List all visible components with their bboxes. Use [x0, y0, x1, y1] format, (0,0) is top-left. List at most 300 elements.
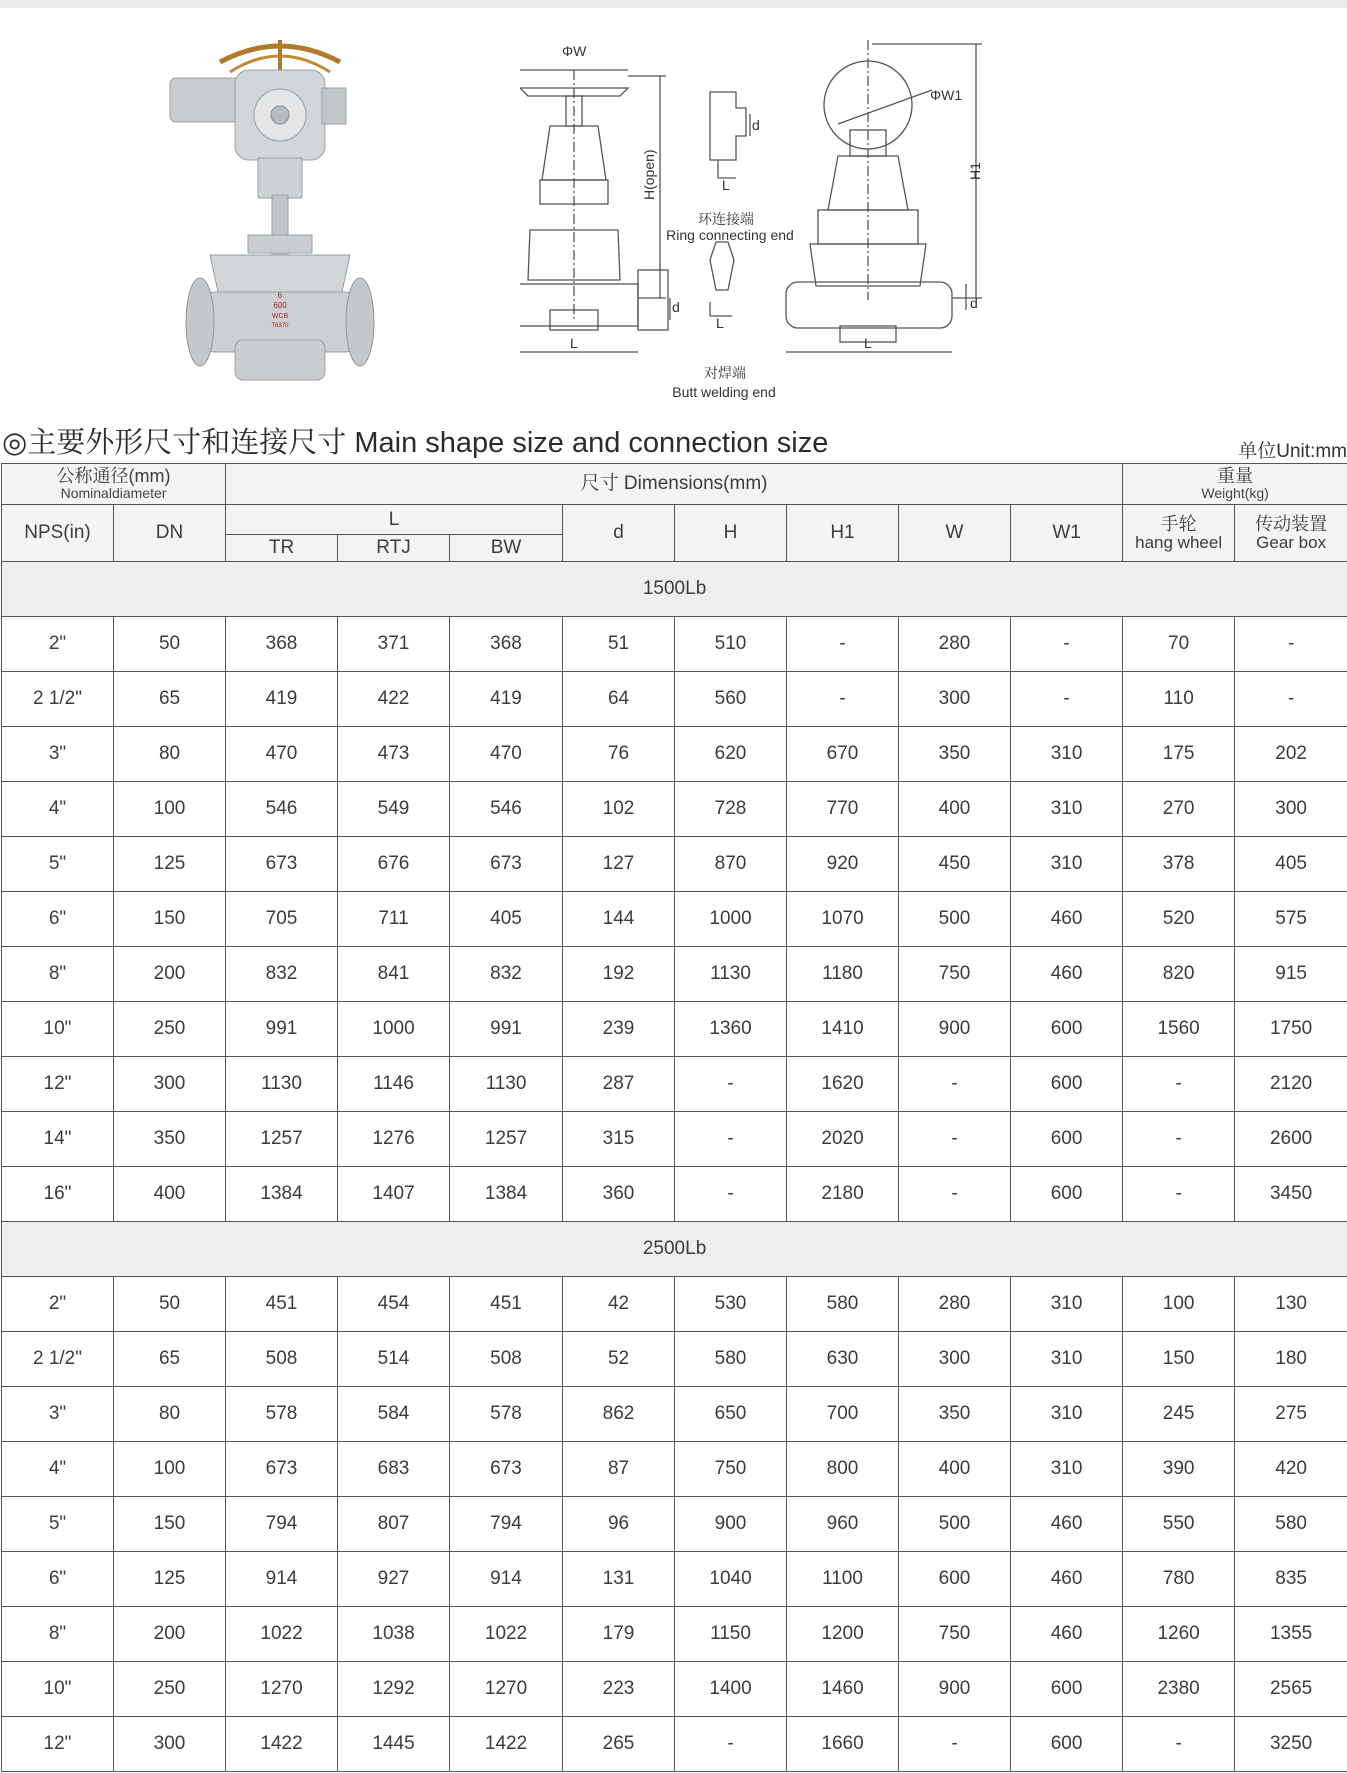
table-cell: 451 [226, 1277, 338, 1332]
table-cell: 2120 [1235, 1057, 1347, 1112]
table-cell: 1422 [450, 1717, 563, 1772]
rtj-header: RTJ [338, 535, 450, 562]
table-cell: 1292 [338, 1662, 450, 1717]
table-row [2, 1442, 1347, 1497]
table-cell: 371 [338, 617, 450, 672]
weight-en: Weight(kg) [1201, 485, 1269, 502]
label-h-open: H(open) [641, 149, 657, 200]
table-cell: 584 [338, 1387, 450, 1442]
table-cell: 350 [899, 727, 1011, 782]
table-cell: 350 [899, 1387, 1011, 1442]
table-cell: 728 [675, 782, 787, 837]
label-d-right: d [970, 295, 978, 311]
ring-end-drawing [710, 92, 750, 178]
table-cell: 310 [1011, 1387, 1123, 1442]
table-cell: 1460 [787, 1662, 899, 1717]
table-cell: 650 [675, 1387, 787, 1442]
table-cell: 473 [338, 727, 450, 782]
table-cell: 1200 [787, 1607, 899, 1662]
actuator [170, 40, 346, 160]
label-h1-axis: H1 [967, 162, 983, 180]
table-cell: 310 [1011, 1277, 1123, 1332]
table-cell: 2565 [1235, 1662, 1347, 1717]
table-cell: 300 [899, 672, 1011, 727]
table-cell: 3250 [1235, 1717, 1347, 1772]
table-row [2, 1332, 1347, 1387]
table-cell: - [899, 1112, 1011, 1167]
tr-header: TR [226, 535, 338, 562]
w1-header: W1 [1011, 505, 1123, 562]
table-cell: 508 [450, 1332, 563, 1387]
table-row [2, 1057, 1347, 1112]
table-cell: 12" [2, 1717, 114, 1772]
table-cell: 927 [338, 1552, 450, 1607]
butt-end-drawing [710, 242, 734, 316]
table-cell: 270 [1123, 782, 1235, 837]
table-cell: 180 [1235, 1332, 1347, 1387]
table-cell: 125 [114, 1552, 226, 1607]
table-cell: 1750 [1235, 1002, 1347, 1057]
table-cell: 144 [563, 892, 675, 947]
unit-label: 单位Unit:mm [1238, 441, 1347, 462]
table-cell: 705 [226, 892, 338, 947]
table-cell: 223 [563, 1662, 675, 1717]
table-cell: 683 [338, 1442, 450, 1497]
table-cell: - [675, 1717, 787, 1772]
table-row [2, 1717, 1347, 1772]
table-cell: 870 [675, 837, 787, 892]
hand-wheel-en: hang wheel [1135, 532, 1223, 552]
table-cell: 1257 [226, 1112, 338, 1167]
table-cell: 16" [2, 1167, 114, 1222]
table-cell: 10" [2, 1002, 114, 1057]
yoke [248, 158, 312, 255]
table-cell: 2020 [787, 1112, 899, 1167]
label-l-left: L [570, 335, 578, 351]
table-cell: 1560 [1123, 1002, 1235, 1057]
table-row [2, 1662, 1347, 1717]
table-cell: 1384 [226, 1167, 338, 1222]
table-cell: 862 [563, 1387, 675, 1442]
label-ring-cn: 环连接端 [698, 211, 754, 227]
table-cell: 460 [1011, 1607, 1123, 1662]
table-cell: - [899, 1057, 1011, 1112]
label-phi-w: ΦW [562, 43, 587, 59]
table-cell: 8" [2, 947, 114, 1002]
table-row [2, 947, 1347, 1002]
table-cell: 200 [114, 1607, 226, 1662]
table-cell: 422 [338, 672, 450, 727]
table-cell: 14" [2, 1112, 114, 1167]
table-cell: 578 [226, 1387, 338, 1442]
gear-box-header [1235, 505, 1347, 562]
table-cell: 2 1/2" [2, 1332, 114, 1387]
section-label: 1500Lb [2, 562, 1347, 617]
gate-valve-drawing [520, 70, 670, 352]
table-cell: 50 [114, 1277, 226, 1332]
table-cell: 450 [899, 837, 1011, 892]
table-cell: 900 [899, 1002, 1011, 1057]
marking-2: 600 [273, 301, 287, 310]
table-row [2, 1167, 1347, 1222]
table-cell: 500 [899, 1497, 1011, 1552]
table-cell: 1360 [675, 1002, 787, 1057]
top-bar [0, 0, 1347, 8]
table-cell: 192 [563, 947, 675, 1002]
table-row [2, 727, 1347, 782]
table-cell: - [899, 1717, 1011, 1772]
section-row [2, 562, 1347, 617]
table-cell: 454 [338, 1277, 450, 1332]
table-cell: 770 [787, 782, 899, 837]
table-cell: 832 [226, 947, 338, 1002]
table-cell: 600 [1011, 1112, 1123, 1167]
table-cell: 50 [114, 617, 226, 672]
table-cell: 125 [114, 837, 226, 892]
table-cell: 915 [1235, 947, 1347, 1002]
table-cell: 560 [675, 672, 787, 727]
table-cell: 1407 [338, 1167, 450, 1222]
table-cell: 835 [1235, 1552, 1347, 1607]
table-cell: 620 [675, 727, 787, 782]
table-cell: 100 [114, 782, 226, 837]
table-cell: 300 [114, 1057, 226, 1112]
table-row [2, 1387, 1347, 1442]
table-cell: 202 [1235, 727, 1347, 782]
table-cell: 807 [338, 1497, 450, 1552]
table-cell: 1276 [338, 1112, 450, 1167]
table-cell: 794 [450, 1497, 563, 1552]
table-cell: 65 [114, 1332, 226, 1387]
table-cell: 400 [114, 1167, 226, 1222]
bw-header: BW [450, 535, 563, 562]
table-row [2, 1112, 1347, 1167]
hand-wheel-cn: 手轮 [1160, 513, 1197, 534]
h1-header: H1 [787, 505, 899, 562]
table-cell: 1410 [787, 1002, 899, 1057]
table-cell: 5" [2, 837, 114, 892]
table-row [2, 837, 1347, 892]
table-cell: 1000 [675, 892, 787, 947]
marking-3: WCB [271, 313, 289, 320]
gear-box-cn: 传动装置 [1255, 513, 1328, 534]
table-cell: 150 [114, 892, 226, 947]
table-cell: 12" [2, 1057, 114, 1112]
table-cell: 1355 [1235, 1607, 1347, 1662]
table-cell: 673 [226, 837, 338, 892]
table-cell: 832 [450, 947, 563, 1002]
w-header: W [899, 505, 1011, 562]
table-cell: 580 [787, 1277, 899, 1332]
table-cell: 250 [114, 1662, 226, 1717]
table-cell: 419 [226, 672, 338, 727]
table-body [2, 562, 1347, 1772]
table-cell: 96 [563, 1497, 675, 1552]
table-cell: 287 [563, 1057, 675, 1112]
table-cell: 310 [1011, 1332, 1123, 1387]
gear-box-en: Gear box [1256, 532, 1327, 552]
table-cell: 600 [1011, 1717, 1123, 1772]
d-header: d [563, 505, 675, 562]
table-cell: 2" [2, 617, 114, 672]
table-cell: 1022 [450, 1607, 563, 1662]
table-cell: 920 [787, 837, 899, 892]
table-cell: 800 [787, 1442, 899, 1497]
table-row [2, 1607, 1347, 1662]
table-cell: 368 [226, 617, 338, 672]
table-cell: - [1235, 672, 1347, 727]
table-cell: 1130 [675, 947, 787, 1002]
weight-header [1123, 464, 1347, 505]
table-cell: 673 [450, 837, 563, 892]
table-cell: 991 [226, 1002, 338, 1057]
table-cell: 750 [899, 1607, 1011, 1662]
table-cell: 1257 [450, 1112, 563, 1167]
label-l-right: L [864, 335, 872, 351]
table-cell: 405 [450, 892, 563, 947]
table-cell: 1038 [338, 1607, 450, 1662]
table-cell: 87 [563, 1442, 675, 1497]
table-cell: 600 [899, 1552, 1011, 1607]
table-cell: 3" [2, 1387, 114, 1442]
weight-cn: 重量 [1217, 466, 1254, 487]
label-ring-en: Ring connecting end [666, 227, 794, 243]
table-cell: 1260 [1123, 1607, 1235, 1662]
table-cell: 378 [1123, 837, 1235, 892]
table-cell: 315 [563, 1112, 675, 1167]
dn-header: DN [114, 505, 226, 562]
table-cell: 470 [226, 727, 338, 782]
table-cell: 500 [899, 892, 1011, 947]
nps-header: NPS(in) [2, 505, 114, 562]
table-cell: 820 [1123, 947, 1235, 1002]
table-row [2, 1552, 1347, 1607]
table-cell: 400 [899, 782, 1011, 837]
table-cell: 520 [1123, 892, 1235, 947]
nominal-cn: 公称通径(mm) [56, 466, 171, 487]
table-cell: 670 [787, 727, 899, 782]
table-cell: 245 [1123, 1387, 1235, 1442]
table-cell: 390 [1123, 1442, 1235, 1497]
table-cell: 794 [226, 1497, 338, 1552]
table-cell: 575 [1235, 892, 1347, 947]
table-cell: 250 [114, 1002, 226, 1057]
technical-drawings [520, 40, 1140, 420]
table-cell: - [675, 1167, 787, 1222]
table-cell: 549 [338, 782, 450, 837]
table-cell: 1150 [675, 1607, 787, 1662]
table-cell: 1000 [338, 1002, 450, 1057]
table-cell: 100 [114, 1442, 226, 1497]
table-cell: 673 [450, 1442, 563, 1497]
table-cell: 991 [450, 1002, 563, 1057]
table-cell: 1180 [787, 947, 899, 1002]
table-cell: 51 [563, 617, 675, 672]
table-cell: 368 [450, 617, 563, 672]
table-cell: 580 [675, 1332, 787, 1387]
table-cell: 179 [563, 1607, 675, 1662]
table-cell: 1100 [787, 1552, 899, 1607]
hand-wheel-header [1123, 505, 1235, 562]
table-cell: 310 [1011, 727, 1123, 782]
table-cell: 514 [338, 1332, 450, 1387]
nominal-diameter-header [2, 464, 226, 505]
h-header: H [675, 505, 787, 562]
table-cell: 150 [1123, 1332, 1235, 1387]
table-cell: 127 [563, 837, 675, 892]
table-cell: 280 [899, 1277, 1011, 1332]
table-cell: 1070 [787, 892, 899, 947]
label-d-ring: d [752, 117, 760, 133]
table-cell: 280 [899, 617, 1011, 672]
table-cell: 300 [899, 1332, 1011, 1387]
table-cell: 600 [1011, 1167, 1123, 1222]
valve-body [186, 255, 374, 380]
table-cell: 80 [114, 727, 226, 782]
table-cell: 460 [1011, 1497, 1123, 1552]
table-cell: 65 [114, 672, 226, 727]
table-cell: 80 [114, 1387, 226, 1442]
table-cell: 460 [1011, 892, 1123, 947]
table-cell: 711 [338, 892, 450, 947]
table-row [2, 782, 1347, 837]
table-cell: 310 [1011, 1442, 1123, 1497]
table-cell: - [1011, 672, 1123, 727]
table-cell: 350 [114, 1112, 226, 1167]
table-cell: 900 [899, 1662, 1011, 1717]
table-cell: 2" [2, 1277, 114, 1332]
label-l-butt: L [716, 315, 724, 331]
table-row [2, 617, 1347, 672]
table-cell: - [1123, 1167, 1235, 1222]
table-cell: 1445 [338, 1717, 450, 1772]
table-cell: 2380 [1123, 1662, 1235, 1717]
table-cell: 578 [450, 1387, 563, 1442]
table-cell: 275 [1235, 1387, 1347, 1442]
table-cell: 1022 [226, 1607, 338, 1662]
table-cell: 6" [2, 1552, 114, 1607]
table-cell: - [1123, 1112, 1235, 1167]
table-cell: 3" [2, 727, 114, 782]
table-cell: 1146 [338, 1057, 450, 1112]
table-cell: 360 [563, 1167, 675, 1222]
table-cell: 110 [1123, 672, 1235, 727]
table-cell: 600 [1011, 1002, 1123, 1057]
marking-4: T6370 [271, 323, 289, 329]
table-cell: 420 [1235, 1442, 1347, 1497]
table-cell: 131 [563, 1552, 675, 1607]
table-cell: - [1011, 617, 1123, 672]
table-cell: 914 [226, 1552, 338, 1607]
table-cell: 100 [1123, 1277, 1235, 1332]
table-row [2, 1497, 1347, 1552]
table-cell: 42 [563, 1277, 675, 1332]
table-cell: - [1235, 617, 1347, 672]
table-cell: 460 [1011, 1552, 1123, 1607]
table-cell: 780 [1123, 1552, 1235, 1607]
table-cell: 700 [787, 1387, 899, 1442]
table-cell: 600 [1011, 1057, 1123, 1112]
table-cell: 750 [675, 1442, 787, 1497]
valve-photo [150, 30, 380, 400]
table-cell: 6" [2, 892, 114, 947]
table-cell: 76 [563, 727, 675, 782]
table-cell: 310 [1011, 782, 1123, 837]
table-cell: - [1123, 1717, 1235, 1772]
table-cell: 1270 [450, 1662, 563, 1717]
table-cell: 130 [1235, 1277, 1347, 1332]
table-cell: - [899, 1167, 1011, 1222]
table-cell: 400 [899, 1442, 1011, 1497]
table-cell: 1130 [226, 1057, 338, 1112]
table-cell: 900 [675, 1497, 787, 1552]
table-cell: 630 [787, 1332, 899, 1387]
table-row [2, 1277, 1347, 1332]
table-cell: 1040 [675, 1552, 787, 1607]
table-cell: - [675, 1057, 787, 1112]
table-cell: 1270 [226, 1662, 338, 1717]
table-cell: 550 [1123, 1497, 1235, 1552]
label-phi-w1: ΦW1 [930, 87, 963, 103]
table-cell: 1660 [787, 1717, 899, 1772]
marking-1: 6 [277, 291, 283, 300]
table-cell: 673 [226, 1442, 338, 1497]
table-cell: 546 [226, 782, 338, 837]
table-cell: 70 [1123, 617, 1235, 672]
table-cell: 750 [899, 947, 1011, 1002]
nominal-en: Nominaldiameter [60, 485, 167, 502]
page-title: ◎主要外形尺寸和连接尺寸 Main shape size and connection size [2, 427, 829, 459]
table-cell: 1384 [450, 1167, 563, 1222]
table-cell: 676 [338, 837, 450, 892]
table-cell: 508 [226, 1332, 338, 1387]
table-cell: 200 [114, 947, 226, 1002]
table-cell: - [787, 672, 899, 727]
table-cell: 265 [563, 1717, 675, 1772]
table-cell: 300 [114, 1717, 226, 1772]
table-cell: 10" [2, 1662, 114, 1717]
l-header: L [226, 505, 563, 535]
table-cell: 600 [1011, 1662, 1123, 1717]
table-cell: 460 [1011, 947, 1123, 1002]
table-cell: 150 [114, 1497, 226, 1552]
table-cell: 2600 [1235, 1112, 1347, 1167]
table-row [2, 1002, 1347, 1057]
dimensions-header: 尺寸 Dimensions(mm) [226, 464, 1123, 505]
table-cell: 405 [1235, 837, 1347, 892]
table-cell: 470 [450, 727, 563, 782]
table-cell: 546 [450, 782, 563, 837]
table-cell: 841 [338, 947, 450, 1002]
table-cell: 530 [675, 1277, 787, 1332]
table-cell: 2 1/2" [2, 672, 114, 727]
table-cell: 239 [563, 1002, 675, 1057]
table-row [2, 672, 1347, 727]
table-cell: 52 [563, 1332, 675, 1387]
table-cell: 914 [450, 1552, 563, 1607]
section-row [2, 1222, 1347, 1277]
table-cell: 510 [675, 617, 787, 672]
label-d-left: d [672, 299, 680, 315]
dimensions-table [1, 463, 1347, 1772]
table-cell: - [675, 1112, 787, 1167]
table-cell: 8" [2, 1607, 114, 1662]
label-butt-en: Butt welding end [672, 384, 776, 400]
table-cell: 419 [450, 672, 563, 727]
table-cell: 1620 [787, 1057, 899, 1112]
table-cell: 2180 [787, 1167, 899, 1222]
table-cell: 580 [1235, 1497, 1347, 1552]
